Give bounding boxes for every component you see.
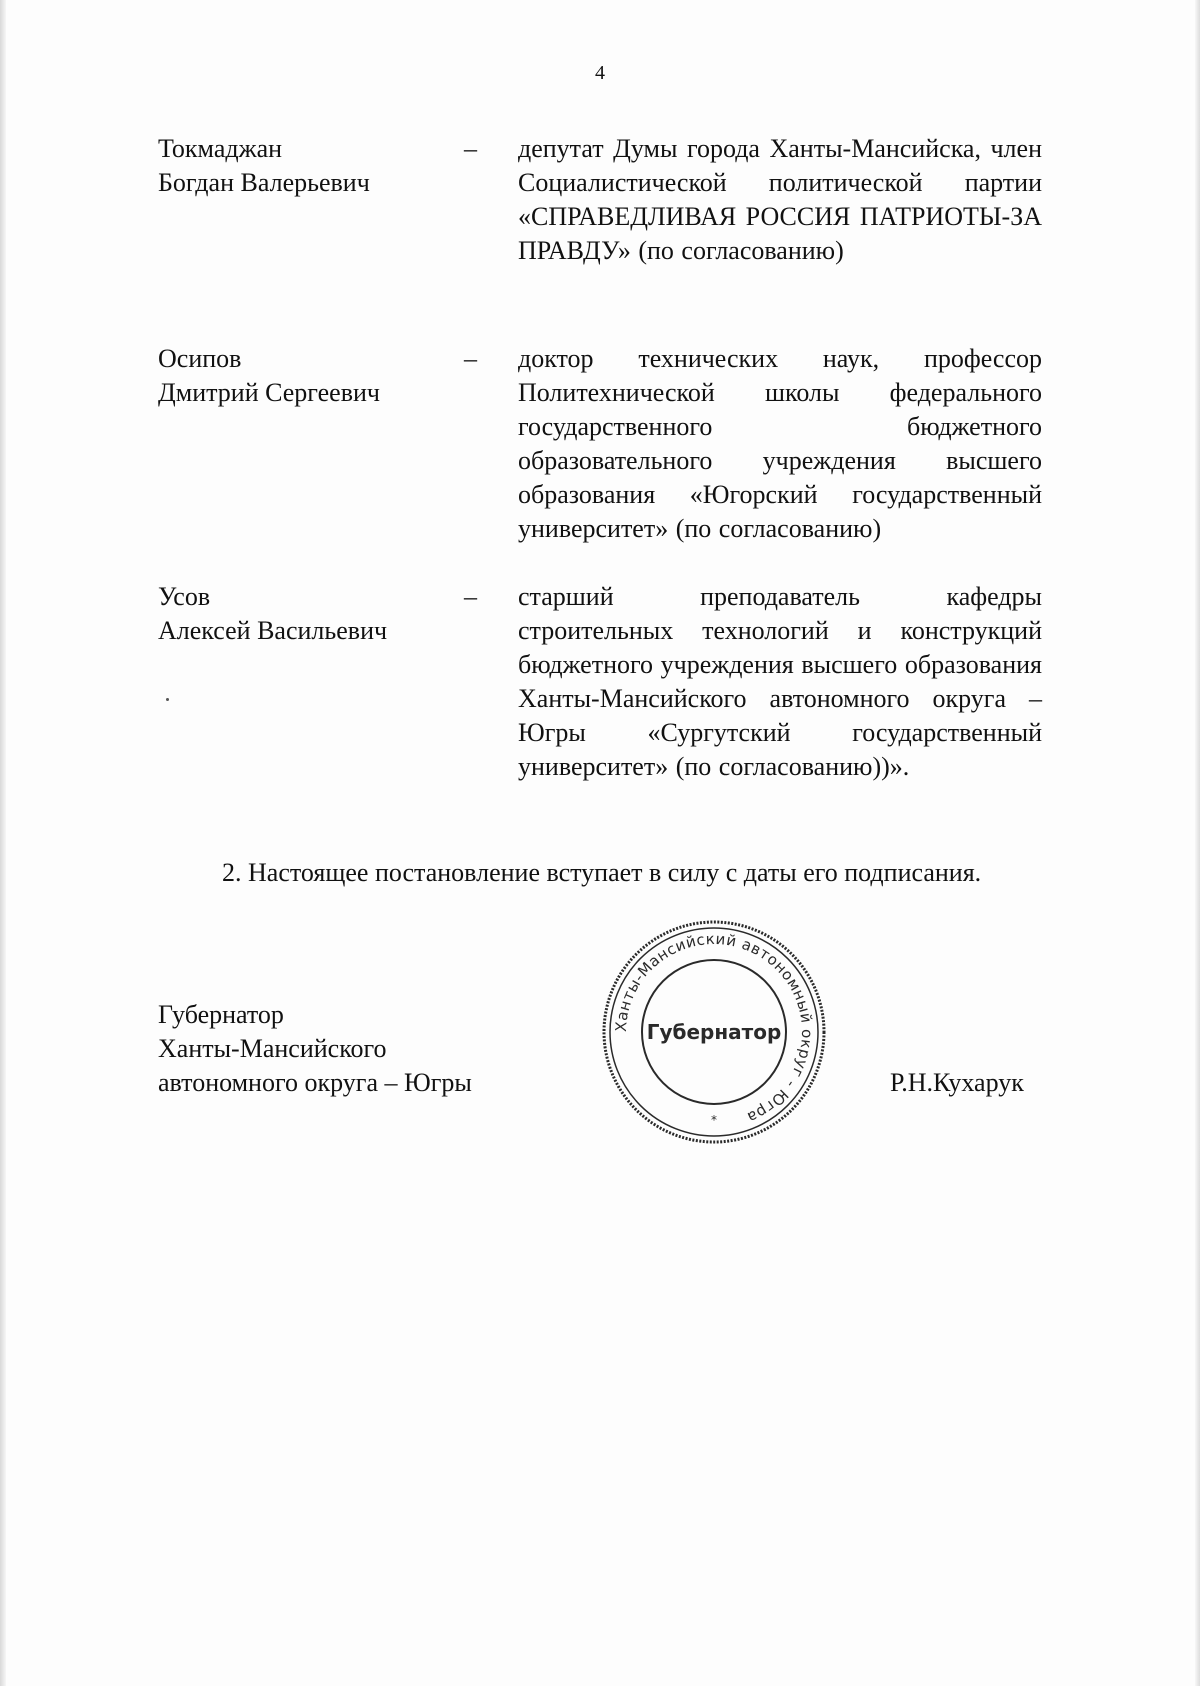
seal-star-icon: * [711, 1113, 717, 1127]
signatory-title-line-2: Ханты-Мансийского [158, 1034, 387, 1063]
page-edge-left [0, 0, 6, 1686]
member-given-names: Богдан Валерьевич [158, 168, 370, 197]
member-description: старший преподаватель кафедры строительных технологий и конструкций бюджетного учреждения высшего образования Ханты-Мансийского автономного округа – Югры «Сургутский государственный университет» (по согласованию))». [518, 582, 1042, 781]
member-given-names: Дмитрий Сергеевич [158, 378, 380, 407]
member-dash: – [464, 582, 477, 611]
signatory-title-line-1: Губернатор [158, 1000, 284, 1029]
signatory-title [158, 998, 472, 1100]
member-given-names: Алексей Васильевич [158, 616, 388, 645]
member-name [158, 342, 458, 410]
member-surname: Осипов [158, 344, 242, 373]
member-dash: – [464, 344, 477, 373]
signatory-name: Р.Н.Кухарук [890, 1068, 1024, 1097]
member-description: доктор технических наук, профессор Политехнической школы федерального государственного бюджетного образовательного учреждения высшего образования «Югорский государственный университет» (по согласованию) [518, 344, 1042, 543]
member-dash: – [464, 134, 477, 163]
official-seal-stamp [598, 916, 830, 1148]
member-name [158, 132, 458, 200]
member-name [158, 580, 458, 648]
clause-2: 2. Настоящее постановление вступает в силу с даты его подписания. [222, 858, 982, 887]
signatory-title-line-3: автономного округа – Югры [158, 1068, 472, 1097]
member-description: депутат Думы города Ханты-Мансийска, член Социалистической политической партии «СПРАВЕДЛИВАЯ РОССИЯ ПАТРИОТЫ-ЗА ПРАВДУ» (по согласованию) [518, 134, 1042, 265]
page-number: 4 [595, 62, 605, 84]
seal-center-text: Губернатор [646, 1020, 782, 1044]
member-surname: Токмаджан [158, 134, 283, 163]
page-edge-right [1195, 0, 1200, 1686]
member-surname: Усов [158, 582, 211, 611]
scan-speck [166, 698, 169, 701]
seal-ring-text: Ханты-Мансийский автономный округ - Югра [611, 929, 817, 1127]
